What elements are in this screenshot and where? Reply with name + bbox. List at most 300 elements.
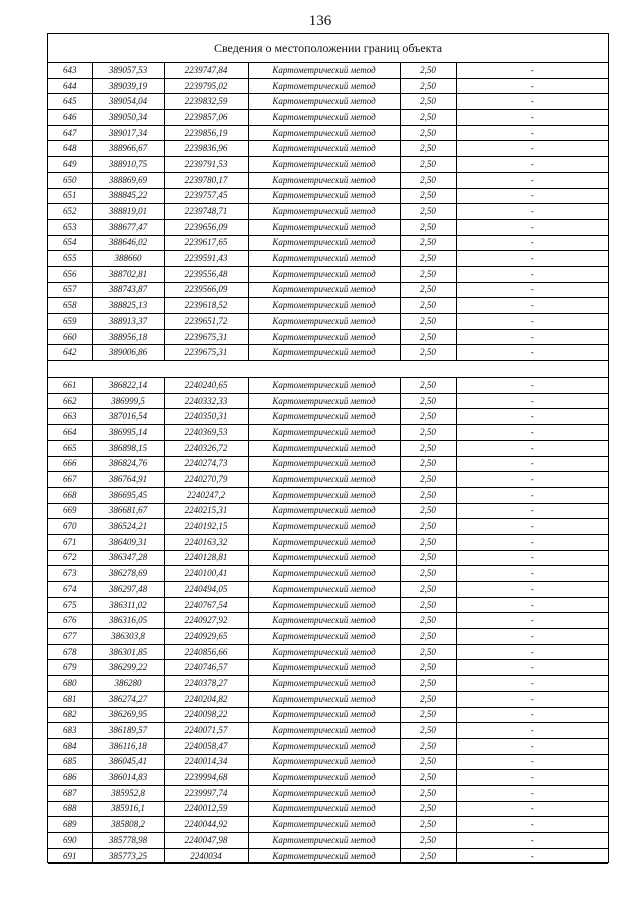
method-cell: Картометрический метод — [248, 629, 400, 645]
table-row — [48, 78, 608, 94]
table-row — [48, 582, 608, 598]
table-row — [48, 817, 608, 833]
accuracy-cell: 2,50 — [400, 314, 456, 330]
x-coordinate-cell: 388913,37 — [92, 314, 164, 330]
description-cell: - — [456, 566, 608, 582]
y-coordinate-cell: 2239556,48 — [164, 266, 248, 282]
y-coordinate-cell: 2239994,68 — [164, 770, 248, 786]
y-coordinate-cell: 2240856,66 — [164, 644, 248, 660]
accuracy-cell: 2,50 — [400, 503, 456, 519]
x-coordinate-cell: 388869,69 — [92, 172, 164, 188]
y-coordinate-cell: 2240240,65 — [164, 378, 248, 394]
x-coordinate-cell: 386299,22 — [92, 660, 164, 676]
table-row — [48, 519, 608, 535]
y-coordinate-cell: 2239832,59 — [164, 94, 248, 110]
method-cell: Картометрический метод — [248, 691, 400, 707]
description-cell: - — [456, 219, 608, 235]
point-number-cell: 654 — [48, 235, 92, 251]
method-cell: Картометрический метод — [248, 456, 400, 472]
page-number: 136 — [308, 13, 332, 29]
method-cell: Картометрический метод — [248, 110, 400, 126]
accuracy-cell: 2,50 — [400, 707, 456, 723]
description-cell: - — [456, 629, 608, 645]
description-cell: - — [456, 676, 608, 692]
description-cell: - — [456, 188, 608, 204]
point-number-cell: 652 — [48, 204, 92, 220]
accuracy-cell: 2,50 — [400, 691, 456, 707]
table-row — [48, 157, 608, 173]
y-coordinate-cell: 2240215,31 — [164, 503, 248, 519]
description-cell: - — [456, 723, 608, 739]
point-number-cell: 678 — [48, 644, 92, 660]
accuracy-cell: 2,50 — [400, 172, 456, 188]
point-number-cell: 643 — [48, 63, 92, 78]
point-number-cell: 670 — [48, 519, 92, 535]
method-cell: Картометрический метод — [248, 440, 400, 456]
y-coordinate-cell: 2240494,05 — [164, 582, 248, 598]
x-coordinate-cell: 386189,57 — [92, 723, 164, 739]
accuracy-cell: 2,50 — [400, 393, 456, 409]
table-row — [48, 266, 608, 282]
point-number-cell: 672 — [48, 550, 92, 566]
y-coordinate-cell: 2239617,65 — [164, 235, 248, 251]
coordinates-table — [48, 63, 608, 864]
description-cell: - — [456, 63, 608, 78]
accuracy-cell: 2,50 — [400, 298, 456, 314]
description-cell: - — [456, 78, 608, 94]
method-cell: Картометрический метод — [248, 204, 400, 220]
accuracy-cell: 2,50 — [400, 660, 456, 676]
y-coordinate-cell: 2240012,59 — [164, 801, 248, 817]
description-cell: - — [456, 503, 608, 519]
description-cell: - — [456, 660, 608, 676]
separator-cell — [48, 361, 608, 378]
accuracy-cell: 2,50 — [400, 550, 456, 566]
description-cell: - — [456, 235, 608, 251]
method-cell: Картометрический метод — [248, 801, 400, 817]
x-coordinate-cell: 389054,04 — [92, 94, 164, 110]
accuracy-cell: 2,50 — [400, 188, 456, 204]
method-cell: Картометрический метод — [248, 848, 400, 864]
description-cell: - — [456, 817, 608, 833]
point-number-cell: 651 — [48, 188, 92, 204]
y-coordinate-cell: 2240100,41 — [164, 566, 248, 582]
method-cell: Картометрический метод — [248, 613, 400, 629]
x-coordinate-cell: 388660 — [92, 251, 164, 267]
y-coordinate-cell: 2240350,31 — [164, 409, 248, 425]
accuracy-cell: 2,50 — [400, 141, 456, 157]
x-coordinate-cell: 386524,21 — [92, 519, 164, 535]
point-number-cell: 686 — [48, 770, 92, 786]
method-cell: Картометрический метод — [248, 534, 400, 550]
y-coordinate-cell: 2240270,79 — [164, 472, 248, 488]
method-cell: Картометрический метод — [248, 409, 400, 425]
point-number-cell: 689 — [48, 817, 92, 833]
accuracy-cell: 2,50 — [400, 629, 456, 645]
description-cell: - — [456, 597, 608, 613]
table-row — [48, 738, 608, 754]
x-coordinate-cell: 388825,13 — [92, 298, 164, 314]
description-cell: - — [456, 204, 608, 220]
accuracy-cell: 2,50 — [400, 219, 456, 235]
x-coordinate-cell: 388677,47 — [92, 219, 164, 235]
table-title: Сведения о местоположении границ объекта — [48, 34, 608, 63]
description-cell: - — [456, 157, 608, 173]
table-row — [48, 345, 608, 361]
method-cell: Картометрический метод — [248, 298, 400, 314]
point-number-cell: 668 — [48, 487, 92, 503]
accuracy-cell: 2,50 — [400, 125, 456, 141]
table-row — [48, 848, 608, 864]
accuracy-cell: 2,50 — [400, 456, 456, 472]
description-cell: - — [456, 582, 608, 598]
description-cell: - — [456, 519, 608, 535]
description-cell: - — [456, 707, 608, 723]
method-cell: Картометрический метод — [248, 754, 400, 770]
description-cell: - — [456, 613, 608, 629]
point-number-cell: 682 — [48, 707, 92, 723]
method-cell: Картометрический метод — [248, 251, 400, 267]
y-coordinate-cell: 2240163,32 — [164, 534, 248, 550]
x-coordinate-cell: 386695,45 — [92, 487, 164, 503]
accuracy-cell: 2,50 — [400, 519, 456, 535]
accuracy-cell: 2,50 — [400, 157, 456, 173]
accuracy-cell: 2,50 — [400, 251, 456, 267]
table-row — [48, 110, 608, 126]
table-row — [48, 833, 608, 849]
accuracy-cell: 2,50 — [400, 94, 456, 110]
y-coordinate-cell: 2240326,72 — [164, 440, 248, 456]
y-coordinate-cell: 2239997,74 — [164, 785, 248, 801]
accuracy-cell: 2,50 — [400, 409, 456, 425]
table-row — [48, 534, 608, 550]
x-coordinate-cell: 389057,53 — [92, 63, 164, 78]
description-cell: - — [456, 534, 608, 550]
x-coordinate-cell: 389006,86 — [92, 345, 164, 361]
table-row — [48, 487, 608, 503]
accuracy-cell: 2,50 — [400, 63, 456, 78]
accuracy-cell: 2,50 — [400, 644, 456, 660]
method-cell: Картометрический метод — [248, 723, 400, 739]
description-cell: - — [456, 314, 608, 330]
method-cell: Картометрический метод — [248, 157, 400, 173]
method-cell: Картометрический метод — [248, 172, 400, 188]
method-cell: Картометрический метод — [248, 550, 400, 566]
table-row — [48, 314, 608, 330]
point-number-cell: 681 — [48, 691, 92, 707]
method-cell: Картометрический метод — [248, 63, 400, 78]
point-number-cell: 663 — [48, 409, 92, 425]
point-number-cell: 691 — [48, 848, 92, 864]
point-number-cell: 659 — [48, 314, 92, 330]
accuracy-cell: 2,50 — [400, 472, 456, 488]
x-coordinate-cell: 386822,14 — [92, 378, 164, 394]
description-cell: - — [456, 644, 608, 660]
accuracy-cell: 2,50 — [400, 110, 456, 126]
description-cell: - — [456, 754, 608, 770]
x-coordinate-cell: 388702,81 — [92, 266, 164, 282]
table-row — [48, 629, 608, 645]
x-coordinate-cell: 387016,54 — [92, 409, 164, 425]
y-coordinate-cell: 2240378,27 — [164, 676, 248, 692]
table-row — [48, 251, 608, 267]
point-number-cell: 653 — [48, 219, 92, 235]
method-cell: Картометрический метод — [248, 817, 400, 833]
point-number-cell: 677 — [48, 629, 92, 645]
method-cell: Картометрический метод — [248, 393, 400, 409]
table-row — [48, 63, 608, 78]
accuracy-cell: 2,50 — [400, 345, 456, 361]
method-cell: Картометрический метод — [248, 785, 400, 801]
table-row — [48, 785, 608, 801]
point-number-cell: 646 — [48, 110, 92, 126]
method-cell: Картометрический метод — [248, 125, 400, 141]
y-coordinate-cell: 2239651,72 — [164, 314, 248, 330]
x-coordinate-cell: 386681,67 — [92, 503, 164, 519]
method-cell: Картометрический метод — [248, 314, 400, 330]
x-coordinate-cell: 388910,75 — [92, 157, 164, 173]
x-coordinate-cell: 388819,01 — [92, 204, 164, 220]
y-coordinate-cell: 2240927,92 — [164, 613, 248, 629]
point-number-cell: 645 — [48, 94, 92, 110]
y-coordinate-cell: 2239857,06 — [164, 110, 248, 126]
y-coordinate-cell: 2240058,47 — [164, 738, 248, 754]
description-cell: - — [456, 738, 608, 754]
point-number-cell: 679 — [48, 660, 92, 676]
table-row — [48, 723, 608, 739]
x-coordinate-cell: 386409,31 — [92, 534, 164, 550]
table-row — [48, 298, 608, 314]
x-coordinate-cell: 388646,02 — [92, 235, 164, 251]
description-cell: - — [456, 785, 608, 801]
method-cell: Картометрический метод — [248, 597, 400, 613]
x-coordinate-cell: 386764,91 — [92, 472, 164, 488]
table-row — [48, 425, 608, 441]
point-number-cell: 660 — [48, 329, 92, 345]
table-row — [48, 456, 608, 472]
accuracy-cell: 2,50 — [400, 78, 456, 94]
x-coordinate-cell: 386347,28 — [92, 550, 164, 566]
point-number-cell: 675 — [48, 597, 92, 613]
y-coordinate-cell: 2239656,09 — [164, 219, 248, 235]
description-cell: - — [456, 425, 608, 441]
boundary-table-sheet — [47, 33, 609, 863]
method-cell: Картометрический метод — [248, 425, 400, 441]
accuracy-cell: 2,50 — [400, 204, 456, 220]
method-cell: Картометрический метод — [248, 329, 400, 345]
y-coordinate-cell: 2240247,2 — [164, 487, 248, 503]
x-coordinate-cell: 385916,1 — [92, 801, 164, 817]
y-coordinate-cell: 2240767,54 — [164, 597, 248, 613]
table-row — [48, 282, 608, 298]
contour-separator-row — [48, 361, 608, 378]
table-row — [48, 172, 608, 188]
y-coordinate-cell: 2240044,92 — [164, 817, 248, 833]
accuracy-cell: 2,50 — [400, 785, 456, 801]
accuracy-cell: 2,50 — [400, 848, 456, 864]
table-row — [48, 440, 608, 456]
y-coordinate-cell: 2240332,33 — [164, 393, 248, 409]
y-coordinate-cell: 2239836,96 — [164, 141, 248, 157]
description-cell: - — [456, 345, 608, 361]
x-coordinate-cell: 386301,85 — [92, 644, 164, 660]
accuracy-cell: 2,50 — [400, 723, 456, 739]
table-row — [48, 235, 608, 251]
table-row — [48, 676, 608, 692]
description-cell: - — [456, 282, 608, 298]
method-cell: Картометрический метод — [248, 644, 400, 660]
point-number-cell: 690 — [48, 833, 92, 849]
point-number-cell: 674 — [48, 582, 92, 598]
accuracy-cell: 2,50 — [400, 801, 456, 817]
table-row — [48, 393, 608, 409]
method-cell: Картометрический метод — [248, 582, 400, 598]
method-cell: Картометрический метод — [248, 219, 400, 235]
description-cell: - — [456, 141, 608, 157]
x-coordinate-cell: 389017,34 — [92, 125, 164, 141]
table-row — [48, 378, 608, 394]
point-number-cell: 648 — [48, 141, 92, 157]
y-coordinate-cell: 2239856,19 — [164, 125, 248, 141]
table-row — [48, 204, 608, 220]
point-number-cell: 680 — [48, 676, 92, 692]
table-row — [48, 707, 608, 723]
accuracy-cell: 2,50 — [400, 597, 456, 613]
y-coordinate-cell: 2239748,71 — [164, 204, 248, 220]
description-cell: - — [456, 848, 608, 864]
table-row — [48, 754, 608, 770]
method-cell: Картометрический метод — [248, 345, 400, 361]
point-number-cell: 655 — [48, 251, 92, 267]
table-row — [48, 770, 608, 786]
y-coordinate-cell: 2239791,53 — [164, 157, 248, 173]
y-coordinate-cell: 2239591,43 — [164, 251, 248, 267]
description-cell: - — [456, 393, 608, 409]
table-row — [48, 141, 608, 157]
x-coordinate-cell: 386269,95 — [92, 707, 164, 723]
method-cell: Картометрический метод — [248, 235, 400, 251]
point-number-cell: 688 — [48, 801, 92, 817]
method-cell: Картометрический метод — [248, 660, 400, 676]
point-number-cell: 684 — [48, 738, 92, 754]
table-row — [48, 566, 608, 582]
description-cell: - — [456, 801, 608, 817]
method-cell: Картометрический метод — [248, 94, 400, 110]
point-number-cell: 656 — [48, 266, 92, 282]
x-coordinate-cell: 386303,8 — [92, 629, 164, 645]
description-cell: - — [456, 472, 608, 488]
table-row — [48, 329, 608, 345]
point-number-cell: 649 — [48, 157, 92, 173]
point-number-cell: 662 — [48, 393, 92, 409]
method-cell: Картометрический метод — [248, 378, 400, 394]
x-coordinate-cell: 388845,22 — [92, 188, 164, 204]
point-number-cell: 650 — [48, 172, 92, 188]
accuracy-cell: 2,50 — [400, 378, 456, 394]
point-number-cell: 644 — [48, 78, 92, 94]
accuracy-cell: 2,50 — [400, 282, 456, 298]
x-coordinate-cell: 386824,76 — [92, 456, 164, 472]
y-coordinate-cell: 2240929,65 — [164, 629, 248, 645]
description-cell: - — [456, 550, 608, 566]
method-cell: Картометрический метод — [248, 833, 400, 849]
description-cell: - — [456, 409, 608, 425]
x-coordinate-cell: 388966,67 — [92, 141, 164, 157]
y-coordinate-cell: 2239675,31 — [164, 329, 248, 345]
table-row — [48, 94, 608, 110]
description-cell: - — [456, 251, 608, 267]
method-cell: Картометрический метод — [248, 188, 400, 204]
x-coordinate-cell: 386999,5 — [92, 393, 164, 409]
description-cell: - — [456, 172, 608, 188]
accuracy-cell: 2,50 — [400, 833, 456, 849]
method-cell: Картометрический метод — [248, 566, 400, 582]
description-cell: - — [456, 440, 608, 456]
description-cell: - — [456, 125, 608, 141]
x-coordinate-cell: 388956,18 — [92, 329, 164, 345]
method-cell: Картометрический метод — [248, 472, 400, 488]
x-coordinate-cell: 389050,34 — [92, 110, 164, 126]
accuracy-cell: 2,50 — [400, 738, 456, 754]
point-number-cell: 642 — [48, 345, 92, 361]
x-coordinate-cell: 385952,8 — [92, 785, 164, 801]
x-coordinate-cell: 389039,19 — [92, 78, 164, 94]
x-coordinate-cell: 386311,02 — [92, 597, 164, 613]
method-cell: Картометрический метод — [248, 266, 400, 282]
point-number-cell: 666 — [48, 456, 92, 472]
x-coordinate-cell: 386045,41 — [92, 754, 164, 770]
description-cell: - — [456, 456, 608, 472]
table-row — [48, 801, 608, 817]
y-coordinate-cell: 2239618,52 — [164, 298, 248, 314]
point-number-cell: 683 — [48, 723, 92, 739]
description-cell: - — [456, 266, 608, 282]
y-coordinate-cell: 2239795,02 — [164, 78, 248, 94]
x-coordinate-cell: 388743,87 — [92, 282, 164, 298]
method-cell: Картометрический метод — [248, 487, 400, 503]
table-row — [48, 472, 608, 488]
accuracy-cell: 2,50 — [400, 613, 456, 629]
method-cell: Картометрический метод — [248, 738, 400, 754]
description-cell: - — [456, 378, 608, 394]
accuracy-cell: 2,50 — [400, 770, 456, 786]
method-cell: Картометрический метод — [248, 676, 400, 692]
y-coordinate-cell: 2239747,84 — [164, 63, 248, 78]
table-row — [48, 613, 608, 629]
table-row — [48, 188, 608, 204]
description-cell: - — [456, 298, 608, 314]
point-number-cell: 687 — [48, 785, 92, 801]
x-coordinate-cell: 386116,18 — [92, 738, 164, 754]
description-cell: - — [456, 487, 608, 503]
y-coordinate-cell: 2240014,34 — [164, 754, 248, 770]
y-coordinate-cell: 2240047,98 — [164, 833, 248, 849]
x-coordinate-cell: 386898,15 — [92, 440, 164, 456]
y-coordinate-cell: 2240128,81 — [164, 550, 248, 566]
accuracy-cell: 2,50 — [400, 534, 456, 550]
table-row — [48, 597, 608, 613]
y-coordinate-cell: 2239675,31 — [164, 345, 248, 361]
accuracy-cell: 2,50 — [400, 440, 456, 456]
accuracy-cell: 2,50 — [400, 566, 456, 582]
y-coordinate-cell: 2240204,82 — [164, 691, 248, 707]
table-row — [48, 503, 608, 519]
point-number-cell: 647 — [48, 125, 92, 141]
point-number-cell: 665 — [48, 440, 92, 456]
point-number-cell: 671 — [48, 534, 92, 550]
description-cell: - — [456, 770, 608, 786]
accuracy-cell: 2,50 — [400, 266, 456, 282]
